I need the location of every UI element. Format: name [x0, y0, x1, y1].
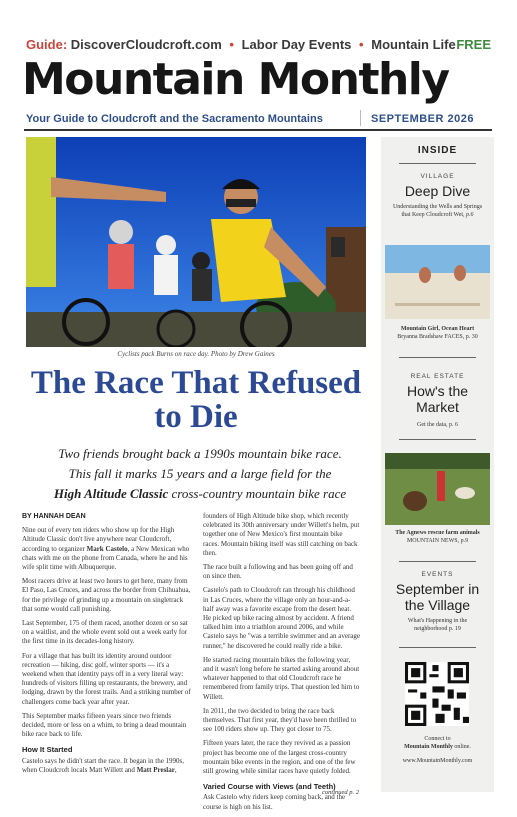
divider: [399, 163, 476, 164]
teaser-headline-deep-dive[interactable]: Deep Dive: [404, 183, 471, 199]
paragraph: Castelo says he didn't start the race. It began in the 1990s, when Cloudcroft locals Matt Willett and Matt Preslar,: [22, 756, 185, 774]
paragraph: In 2011, the two decided to bring the race back themselves. That first year, they'd have been thrilled to see 100 riders show up. They got closer to 75.: [203, 706, 357, 734]
divider: [399, 357, 476, 358]
section-kicker: REAL ESTATE: [410, 373, 465, 380]
masthead-title: Mountain Monthly: [22, 54, 449, 105]
paragraph: founders of High Altitude bike shop, which recently celebrated its 30th anniversary under Willett's helm, put together one of New Mexico's first mountain bike races. Mountain biking itself was still catching on back then.: [203, 512, 360, 557]
divider: [399, 561, 476, 562]
website-link[interactable]: www.MountainMonthly.com: [402, 758, 473, 764]
story-deck: [40, 444, 360, 504]
bullet-separator: •: [229, 37, 234, 52]
teaser-text: What's Happening in the neighborhood p. 19: [407, 618, 468, 632]
person-name: Matt Preslar: [136, 765, 175, 774]
paragraph: Ask Castelo why riders keep coming back, and the course is high on his list.: [203, 793, 346, 811]
teaser-text: Understanding the Wells and Springs that Keep Cloudcroft Wet, p.6: [392, 204, 483, 218]
divider: [399, 439, 476, 440]
subhead: Varied Course with Views (and Teeth): [203, 782, 336, 792]
caption-text: MOUNTAIN NEWS, p.9: [406, 538, 469, 544]
teaser-headline-events[interactable]: September in the Village: [395, 581, 480, 613]
section-kicker: EVENTS: [421, 571, 454, 578]
subhead: How It Started: [22, 745, 73, 755]
qr-code-icon[interactable]: [405, 662, 469, 726]
promo-link-mountain-life[interactable]: Mountain Life: [371, 37, 456, 52]
issue-date: SEPTEMBER 2026: [371, 113, 474, 125]
article-column-1: [22, 512, 192, 780]
teaser-caption[interactable]: [381, 325, 494, 341]
photo-credit: Cyclists pack Burns on race day. Photo by Drew Gaines: [117, 350, 275, 358]
continued-link[interactable]: continued p. 2: [322, 789, 360, 796]
paragraph: For a village that has built its identity around outdoor recreation — hiking, disc golf, winter sports — it's a weekend when that identity pays off in a very literal way: hundreds of visitors filling up restaurants, the brewery, and lodging, drawn by the forest trails. And a striking number of challengers come back year after year.: [22, 651, 191, 706]
promo-link-discover[interactable]: DiscoverCloudcroft.com: [70, 37, 222, 52]
paragraph: Fifteen years later, the race they revived as a passion project has become one of the largest cross-country mountain bike events in the region, and one of the few still growing while similar races have quietly folded.: [203, 739, 356, 776]
teaser-text: Get the data, p. 6: [417, 422, 458, 428]
paragraph: Last September, 175 of them raced, another dozen or so sat on a waitlist, and the whole event sold out a week early for the first time in its decades-long history.: [22, 619, 188, 646]
tagline-divider: [360, 110, 361, 126]
guide-label: Guide:: [26, 37, 68, 52]
person-name: Mark Castelo: [86, 544, 128, 553]
teaser-headline-market[interactable]: How's the Market: [406, 383, 469, 415]
paragraph: He started racing mountain bikes the following year, and it wasn't long before he started asking around about whatever happened to that old Cloudcroft race he remembered from family trips. That question led him to Willett.: [203, 655, 360, 701]
promo-link-labor-day[interactable]: Labor Day Events: [241, 37, 352, 52]
hero-photo: [26, 137, 366, 347]
masthead-tagline: Your Guide to Cloudcroft and the Sacramento Mountains: [26, 113, 323, 125]
paragraph: The race built a following and has been going off and on since then.: [203, 563, 353, 581]
story-headline: The Race That Refused to Die: [30, 365, 362, 435]
teaser-caption[interactable]: [381, 529, 494, 545]
paragraph: This September marks fifteen years since two friends decided, more or less on a whim, to bring a dead mountain bike race back to life.: [22, 711, 187, 739]
bullet-separator: •: [359, 37, 364, 52]
sidebar-title: INSIDE: [417, 145, 458, 156]
beach-photo: [385, 245, 490, 319]
deck-line: [40, 484, 360, 504]
inside-sidebar: [381, 137, 494, 792]
free-label: FREE: [456, 37, 491, 52]
deck-line: This fall it marks 15 years and a large field for the: [68, 466, 332, 481]
section-kicker: VILLAGE: [420, 173, 455, 180]
caption-title: The Agnews rescue farm animals: [395, 530, 480, 536]
caption-title: Mountain Girl, Ocean Heart: [400, 326, 475, 332]
masthead-rule: [24, 129, 492, 131]
article-column-2: [203, 512, 360, 817]
byline: BY HANNAH DEAN: [22, 513, 86, 520]
paragraph: Castelo's path to Cloudcroft ran through his childhood in Las Cruces, where the village only an hour-and-a-half away was a favorite escape from the desert heat. He picked up bike racing almost by accident. A friend talked him into a triathlon around 2006, and while Castelo says he "was a terrible swimmer and an average runner," he discovered he could really ride a bike.: [203, 586, 360, 650]
connect-text: Connect to Mountain Monthly online.: [404, 736, 471, 750]
deck-line: Two friends brought back a 1990s mountain bike race.: [58, 446, 342, 461]
caption-text: Bryanna Bradshaw FACES, p. 30: [397, 334, 478, 340]
paragraph: Nine out of every ten riders who show up for the High Altitude Classic don't live anywhere near Cloudcroft, according to organizer Mark Castelo, a New Mexican who chats with me on the phone from Canada, where he and his wife split time with Albuquerque.: [22, 526, 190, 572]
deck-tail: cross-country mountain bike race: [171, 486, 347, 501]
paragraph: Most racers drive at least two hours to get here, many from El Paso, Las Cruces, and across the border from Chihuahua, for the privilege of grinding up a mountain on singletrack that some would call punishing.: [22, 577, 191, 613]
race-name: High Altitude Classic: [53, 486, 169, 501]
divider: [399, 647, 476, 648]
promo-line: [26, 37, 491, 55]
cyclists-illustration: [26, 137, 366, 347]
farm-photo: [385, 453, 490, 525]
